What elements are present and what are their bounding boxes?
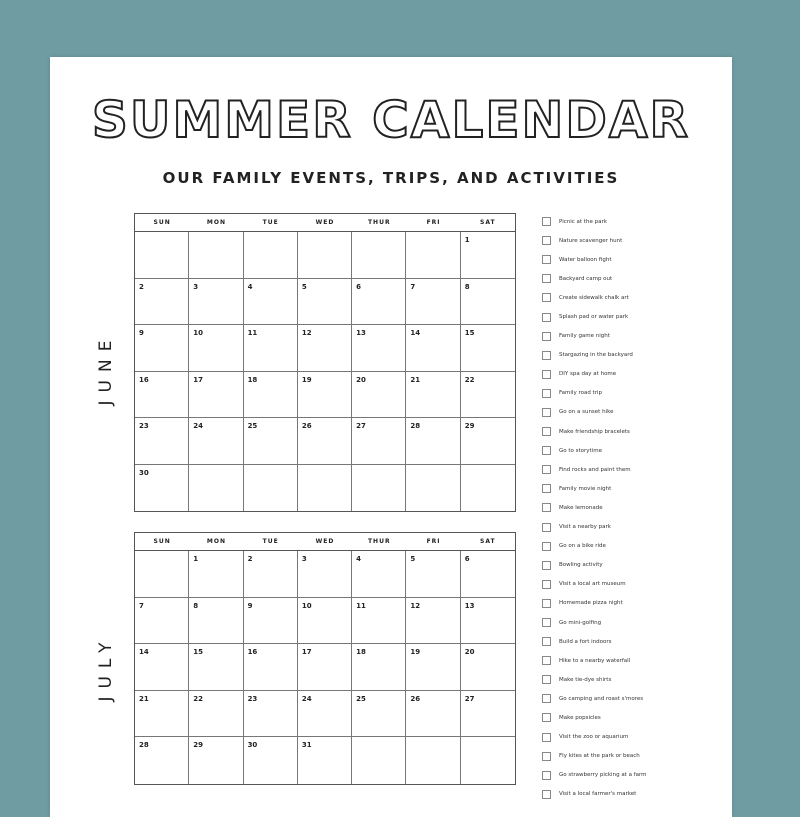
- checkbox[interactable]: [542, 408, 551, 417]
- checklist-item[interactable]: [542, 575, 727, 594]
- day-cell[interactable]: [189, 232, 243, 279]
- checklist-item[interactable]: [542, 250, 727, 269]
- checkbox[interactable]: [542, 274, 551, 283]
- checklist-item-label: Go on a bike ride: [559, 543, 606, 550]
- day-cell[interactable]: [298, 465, 352, 512]
- weekday-label: SUN: [153, 538, 171, 545]
- day-cell[interactable]: [352, 232, 406, 279]
- checklist-item-label: Backyard camp out: [559, 275, 613, 282]
- day-cell[interactable]: 18: [352, 644, 406, 691]
- checkbox[interactable]: [542, 465, 551, 474]
- checklist-item-label: Go to storytime: [559, 447, 602, 454]
- checkbox[interactable]: [542, 599, 551, 608]
- checklist-item[interactable]: [542, 728, 727, 747]
- day-cell[interactable]: 3: [189, 279, 243, 326]
- weekday-label: SAT: [480, 538, 496, 545]
- day-cell[interactable]: 17: [298, 644, 352, 691]
- day-cell[interactable]: [352, 465, 406, 512]
- day-cell[interactable]: 8: [461, 279, 515, 326]
- checkbox[interactable]: [542, 771, 551, 780]
- checklist-item[interactable]: [542, 708, 727, 727]
- day-cell[interactable]: 27: [461, 691, 515, 738]
- day-cell[interactable]: 20: [352, 372, 406, 419]
- checklist-item-label: Visit a local farmer's market: [559, 791, 637, 798]
- day-cell[interactable]: [244, 465, 298, 512]
- activity-checklist: [542, 212, 727, 804]
- day-cell[interactable]: 29: [189, 737, 243, 784]
- checkbox[interactable]: [542, 580, 551, 589]
- checkbox[interactable]: [542, 236, 551, 245]
- checklist-item[interactable]: [542, 231, 727, 250]
- checkbox[interactable]: [542, 255, 551, 264]
- day-cell[interactable]: 31: [298, 737, 352, 784]
- day-cell[interactable]: 9: [135, 325, 189, 372]
- checklist-item-label: Picnic at the park: [559, 218, 607, 225]
- checklist-item[interactable]: [542, 632, 727, 651]
- checklist-item-label: Go on a sunset hike: [559, 409, 614, 416]
- day-cell[interactable]: 21: [135, 691, 189, 738]
- checkbox[interactable]: [542, 370, 551, 379]
- checklist-item-label: Visit a nearby park: [559, 524, 611, 531]
- day-cell[interactable]: 28: [406, 418, 460, 465]
- day-cell[interactable]: 12: [298, 325, 352, 372]
- checklist-item[interactable]: [542, 403, 727, 422]
- checklist-item[interactable]: [542, 498, 727, 517]
- day-cell[interactable]: 7: [406, 279, 460, 326]
- day-cell[interactable]: 15: [189, 644, 243, 691]
- checklist-item[interactable]: [542, 766, 727, 785]
- day-cell[interactable]: [135, 232, 189, 279]
- checkbox[interactable]: [542, 484, 551, 493]
- checklist-item[interactable]: [542, 307, 727, 326]
- weekday-label: WED: [315, 219, 335, 226]
- day-cell[interactable]: 9: [244, 598, 298, 645]
- day-cell[interactable]: [135, 551, 189, 598]
- weekday-label: MON: [206, 538, 226, 545]
- weekday-label: FRI: [426, 219, 441, 226]
- month-label-july: JULY: [96, 634, 116, 702]
- day-cell[interactable]: 29: [461, 418, 515, 465]
- checklist-item-label: Go mini-golfing: [559, 619, 602, 626]
- checklist-item-label: Splash pad or water park: [559, 314, 629, 321]
- day-cell[interactable]: 28: [135, 737, 189, 784]
- day-cell[interactable]: 5: [406, 551, 460, 598]
- day-cell[interactable]: 4: [244, 279, 298, 326]
- day-cell[interactable]: 30: [135, 465, 189, 512]
- day-cell[interactable]: 19: [406, 644, 460, 691]
- checklist-item[interactable]: [542, 479, 727, 498]
- checkbox[interactable]: [542, 618, 551, 627]
- weekday-label: WED: [315, 538, 335, 545]
- checklist-item[interactable]: [542, 689, 727, 708]
- checklist-item[interactable]: [542, 288, 727, 307]
- weekday-label: THUR: [367, 538, 391, 545]
- day-cell[interactable]: 14: [135, 644, 189, 691]
- checklist-item[interactable]: [542, 670, 727, 689]
- weekday-label: THUR: [367, 219, 391, 226]
- day-cell[interactable]: 26: [298, 418, 352, 465]
- day-cell[interactable]: 5: [298, 279, 352, 326]
- day-cell[interactable]: 8: [189, 598, 243, 645]
- checklist-item-label: Make tie-dye shirts: [559, 676, 612, 683]
- checkbox[interactable]: [542, 733, 551, 742]
- day-cell[interactable]: [189, 465, 243, 512]
- checklist-item-label: Fly kites at the park or beach: [559, 753, 640, 760]
- checklist-item[interactable]: [542, 460, 727, 479]
- checklist-item-label: Family game night: [559, 333, 610, 340]
- checkbox[interactable]: [542, 217, 551, 226]
- day-cell[interactable]: 3: [298, 551, 352, 598]
- checklist-item-label: Build a fort indoors: [559, 638, 612, 645]
- weekday-label: TUE: [262, 219, 279, 226]
- day-cell[interactable]: [298, 232, 352, 279]
- day-cell[interactable]: 10: [298, 598, 352, 645]
- day-cell[interactable]: [244, 232, 298, 279]
- day-cell[interactable]: 13: [461, 598, 515, 645]
- day-cell[interactable]: 2: [135, 279, 189, 326]
- day-cell[interactable]: 25: [244, 418, 298, 465]
- checklist-item[interactable]: [542, 365, 727, 384]
- day-cell[interactable]: 21: [406, 372, 460, 419]
- weekday-header: [135, 214, 515, 232]
- checkbox[interactable]: [542, 790, 551, 799]
- day-cell[interactable]: 4: [352, 551, 406, 598]
- day-cell[interactable]: 11: [244, 325, 298, 372]
- day-cell[interactable]: 11: [352, 598, 406, 645]
- checklist-item-label: Water balloon fight: [559, 256, 612, 263]
- weekday-label: SUN: [153, 219, 171, 226]
- day-cell[interactable]: 22: [189, 691, 243, 738]
- checklist-item-label: Bowling activity: [559, 562, 603, 569]
- day-cell[interactable]: 26: [406, 691, 460, 738]
- checklist-item-label: Make lemonade: [559, 504, 603, 511]
- checklist-item-label: Family movie night: [559, 485, 612, 492]
- calendar-july: [134, 532, 516, 785]
- day-cell[interactable]: 24: [298, 691, 352, 738]
- day-cell[interactable]: 1: [189, 551, 243, 598]
- checklist-item[interactable]: [542, 556, 727, 575]
- day-cell[interactable]: 6: [352, 279, 406, 326]
- checklist-item[interactable]: [542, 594, 727, 613]
- day-cell[interactable]: 16: [244, 644, 298, 691]
- checklist-item[interactable]: [542, 747, 727, 766]
- day-cell[interactable]: 30: [244, 737, 298, 784]
- day-cell[interactable]: 10: [189, 325, 243, 372]
- day-grid: [135, 551, 515, 784]
- checklist-item[interactable]: [542, 518, 727, 537]
- checklist-item-label: Find rocks and paint them: [559, 466, 631, 473]
- checkbox[interactable]: [542, 351, 551, 360]
- checkbox[interactable]: [542, 752, 551, 761]
- day-grid: [135, 232, 515, 511]
- day-cell[interactable]: [352, 737, 406, 784]
- checklist-item-label: DIY spa day at home: [559, 371, 617, 378]
- checkbox[interactable]: [542, 656, 551, 665]
- calendar-june: [134, 213, 516, 512]
- month-label-june: JUNE: [96, 332, 116, 406]
- day-cell[interactable]: 13: [352, 325, 406, 372]
- day-cell[interactable]: 16: [135, 372, 189, 419]
- checklist-item[interactable]: [542, 537, 727, 556]
- checklist-item[interactable]: [542, 327, 727, 346]
- day-cell[interactable]: 27: [352, 418, 406, 465]
- day-cell[interactable]: 2: [244, 551, 298, 598]
- checkbox[interactable]: [542, 561, 551, 570]
- checklist-item[interactable]: [542, 422, 727, 441]
- checklist-item-label: Go camping and roast s'mores: [559, 695, 644, 702]
- checklist-item-label: Make friendship bracelets: [559, 428, 630, 435]
- checklist-item[interactable]: [542, 212, 727, 231]
- checklist-item-label: Stargazing in the backyard: [559, 352, 633, 359]
- weekday-label: MON: [206, 219, 226, 226]
- checklist-item-label: Create sidewalk chalk art: [559, 294, 629, 301]
- checklist-item-label: Visit the zoo or aquarium: [559, 734, 629, 741]
- day-cell[interactable]: 1: [461, 232, 515, 279]
- weekday-label: FRI: [426, 538, 441, 545]
- day-cell[interactable]: 7: [135, 598, 189, 645]
- checklist-item[interactable]: [542, 441, 727, 460]
- checklist-item-label: Visit a local art museum: [559, 581, 626, 588]
- checklist-item[interactable]: [542, 384, 727, 403]
- weekday-label: TUE: [262, 538, 279, 545]
- checklist-item-label: Make popsicles: [559, 714, 601, 721]
- day-cell[interactable]: 6: [461, 551, 515, 598]
- checklist-item-label: Family road trip: [559, 390, 602, 397]
- day-cell[interactable]: 19: [298, 372, 352, 419]
- day-cell[interactable]: 17: [189, 372, 243, 419]
- checklist-item-label: Go strawberry picking at a farm: [559, 772, 647, 779]
- day-cell[interactable]: [406, 737, 460, 784]
- checkbox[interactable]: [542, 332, 551, 341]
- checkbox[interactable]: [542, 427, 551, 436]
- weekday-header: [135, 533, 515, 551]
- day-cell[interactable]: [406, 232, 460, 279]
- checklist-item[interactable]: [542, 346, 727, 365]
- checkbox[interactable]: [542, 694, 551, 703]
- day-cell[interactable]: 14: [406, 325, 460, 372]
- day-cell[interactable]: 20: [461, 644, 515, 691]
- checkbox[interactable]: [542, 713, 551, 722]
- day-cell[interactable]: 12: [406, 598, 460, 645]
- checklist-item-label: Homemade pizza night: [559, 600, 623, 607]
- checklist-item[interactable]: [542, 651, 727, 670]
- day-cell[interactable]: 23: [135, 418, 189, 465]
- day-cell[interactable]: [406, 465, 460, 512]
- checkbox[interactable]: [542, 293, 551, 302]
- checklist-item-label: Hike to a nearby waterfall: [559, 657, 631, 664]
- checkbox[interactable]: [542, 503, 551, 512]
- day-cell[interactable]: 23: [244, 691, 298, 738]
- day-cell[interactable]: 18: [244, 372, 298, 419]
- day-cell[interactable]: 22: [461, 372, 515, 419]
- checkbox[interactable]: [542, 389, 551, 398]
- checkbox[interactable]: [542, 637, 551, 646]
- checklist-item[interactable]: [542, 785, 727, 804]
- page-title: SUMMER CALENDAR: [91, 91, 691, 149]
- day-cell[interactable]: 15: [461, 325, 515, 372]
- day-cell[interactable]: [461, 465, 515, 512]
- checkbox[interactable]: [542, 523, 551, 532]
- day-cell[interactable]: 25: [352, 691, 406, 738]
- checkbox[interactable]: [542, 675, 551, 684]
- page-subtitle: OUR FAMILY EVENTS, TRIPS, AND ACTIVITIES: [162, 169, 620, 187]
- weekday-label: SAT: [480, 219, 496, 226]
- day-cell[interactable]: [461, 737, 515, 784]
- checklist-item-label: Nature scavenger hunt: [559, 237, 623, 244]
- checklist-item[interactable]: [542, 269, 727, 288]
- checkbox[interactable]: [542, 542, 551, 551]
- checklist-item[interactable]: [542, 613, 727, 632]
- calendar-sheet: [50, 57, 732, 817]
- checkbox[interactable]: [542, 313, 551, 322]
- day-cell[interactable]: 24: [189, 418, 243, 465]
- checkbox[interactable]: [542, 446, 551, 455]
